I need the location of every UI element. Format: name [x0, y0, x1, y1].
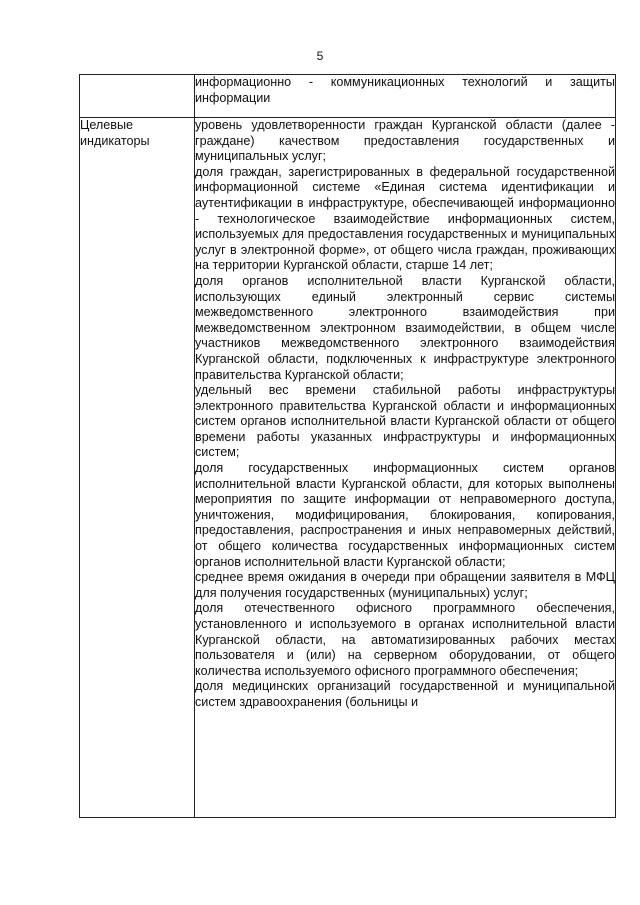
indicators-label: Целевые индикаторы — [80, 118, 150, 148]
indicator-item-5: доля государственных информационных систем органов исполнительной власти Курганской области, для которых выполнены мероприятия по защите информации от неправомерного доступа, уничтожения, модифицирования, блокирования, копирования, предоставления, распространения и иных неправомерных действий, от общего количества государственных информационных систем органов исполнительной власти Курганской области; — [195, 461, 615, 569]
indicator-item-4: удельный вес времени стабильной работы инфраструктуры электронного правительства Курганской области и информационных систем органов исполнительной власти Курганской области от общего времени работы указанных инфраструктуры и информационных систем; — [195, 383, 615, 460]
table-row-indicators — [80, 118, 616, 818]
indicator-item-3: доля органов исполнительной власти Курганской области, использующих единый электронный сервис системы межведомственного электронного взаимодействия при межведомственном электронном взаимодействии, в общем числе участников межведомственного электронного взаимодействия Курганской области, подключенных к инфраструктуре электронного правительства Курганской области; — [195, 273, 615, 382]
continued-text: информационно - коммуникационных технологий и защиты информации — [195, 75, 615, 105]
continued-content-cell — [195, 75, 616, 118]
page-number: 5 — [316, 49, 324, 63]
indicator-item-6: среднее время ожидания в очереди при обращении заявителя в МФЦ для получения государственных (муниципальных) услуг; — [195, 570, 615, 600]
indicator-item-8: доля медицинских организаций государственной и муниципальной систем здравоохранения (больницы и — [195, 679, 615, 709]
indicators-content-cell — [195, 118, 616, 818]
continued-label-cell — [80, 75, 195, 118]
indicator-item-7: доля отечественного офисного программного обеспечения, установленного и используемого в органах исполнительной власти Курганской области, на автоматизированных рабочих местах пользователя и (или) на серверном оборудовании, от общего количества используемого офисного программного обеспечения; — [195, 601, 615, 678]
indicators-label-cell — [80, 118, 195, 818]
indicator-item-2: доля граждан, зарегистрированных в федеральной государственной информационной системе «Единая система идентификации и аутентификации в инфраструктуре, обеспечивающей информационно - технологическое взаимодействие информационных систем, используемых для предоставления государственных и муниципальных услуг в электронной форме», от общего числа граждан, проживающих на территории Курганской области, старше 14 лет; — [195, 164, 615, 273]
passport-table — [79, 74, 616, 818]
indicator-item-1: уровень удовлетворенности граждан Курганской области (далее - граждане) качеством предоставления государственных и муниципальных услуг; — [195, 118, 615, 164]
table-row-continued — [80, 75, 616, 118]
